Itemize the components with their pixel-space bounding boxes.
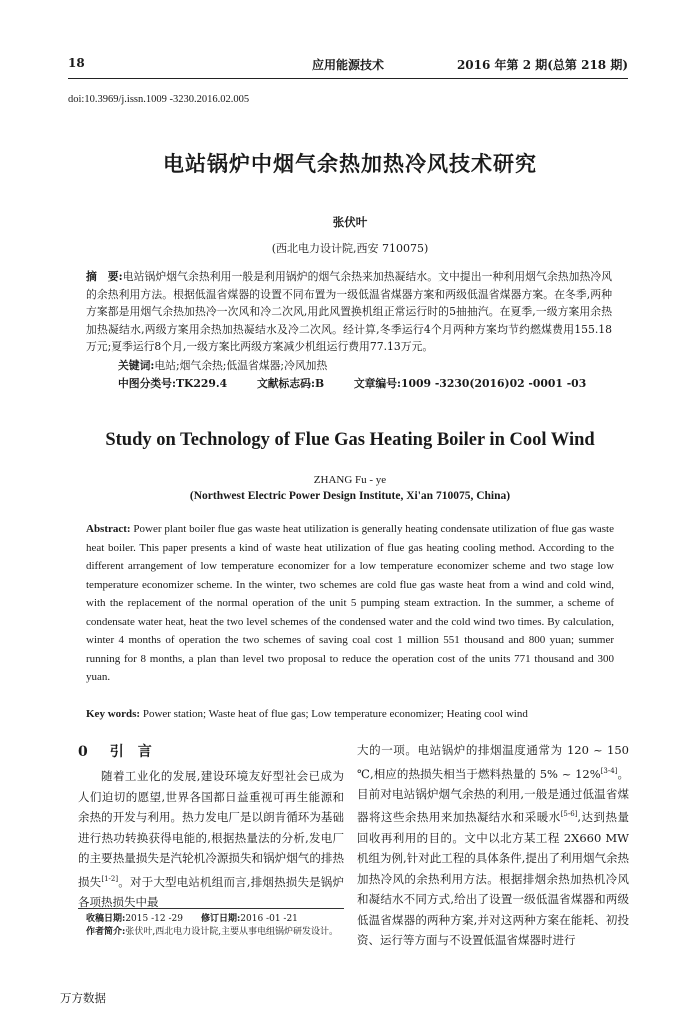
keywords-english (86, 708, 626, 720)
footnote-rule (78, 908, 344, 909)
author-bio-label: 作者简介: (86, 927, 126, 937)
citation-ref: [1-2] (101, 874, 119, 883)
author-english: ZHANG Fu - ye (313, 474, 387, 486)
abstract-english-label: Abstract: (86, 523, 131, 535)
body-right-text-b: 。目前对电站锅炉烟气余热的利用,一般是通过低温省煤器将这些余热用来加热凝结水和采暖水 (357, 766, 629, 825)
author-bio-text: 张伏叶,西北电力设计院,主要从事电组锅炉研发设计。 (125, 927, 339, 937)
abstract-english-text: Power plant boiler flue gas waste heat utilization is generally heating condensate utilization of flue gas waste heat boiler. This paper presents a kind of waste heat utilization of flue gas heating cooling method. According to the different arrangement of low temperature economizer for a low temperature economizer scheme and two stage low temperature economizer scheme. In the winter, two schemes are cold flue gas waste heat from a wind and cold wind, with the replacement of the normal operation of the unit 5 pumping steam extraction. In the summer, a scheme of condensate water heat, heat the two level schemes of the condensed water and the cold wind two times. By calculation, winter 4 months of operation the two schemes of saving coal cost 1 million 551 thousand and 800 yuan; summer running for 8 months, a plan than level two proposal to reduce the operation cost of the units 771 thousand and 300 yuan. (86, 523, 614, 683)
journal-name: 应用能源技术 (311, 58, 384, 72)
received-label: 收稿日期: (86, 914, 126, 924)
section-title: 引言 (109, 744, 166, 760)
body-left-column (78, 766, 344, 912)
body-left-text-1: 随着工业化的发展,建设环境友好型社会已成为人们迫切的愿望,世界各国都日益重视可再生能源和余热的开发与利用。热力发电厂是以朗肯循环为基础进行热功转换获得电能的,根据热量法的分析,发电厂的主要热量损失是汽轮机冷源损失和锅炉烟气的排热损失 (78, 769, 344, 889)
abstract-chinese (86, 268, 612, 356)
footnote-author (86, 926, 344, 939)
footnote (86, 913, 344, 939)
section-heading (78, 741, 166, 761)
clc-number: 中图分类号:TK229.4 (118, 377, 228, 390)
revised-date: 2016 -01 -21 (240, 914, 298, 924)
abstract-chinese-label: 摘 要: (86, 270, 123, 283)
footnote-dates (86, 913, 344, 926)
page-number: 18 (68, 56, 85, 70)
issue-info: 2016 年第 2 期(总第 218 期) (456, 58, 628, 72)
doi[interactable]: doi:10.3969/j.issn.1009 -3230.2016.02.005 (68, 94, 250, 105)
revised-label: 修订日期: (200, 914, 241, 924)
citation-ref: [5-6] (560, 810, 578, 819)
keywords-english-label: Key words: (86, 708, 141, 720)
body-left-text-2: 。对于大型电站机组而言,排烟热损失是锅炉各项热损失中最 (78, 874, 344, 909)
body-right-text-c: ,达到热量回收再利用的目的。文中以北方某工程 2X660 MW 机组为例,针对此工程的具体条件,提出了利用烟气余热加热冷风的余热利用方法。根据排烟余热加热机冷风和凝结水不同方式,给出了设置一级低温省煤器和两级低温省煤器的两种方案,并对这两种方案在能耗、初投资、运行等方面与不设置低温省煤器时进行 (357, 810, 630, 948)
header-rule (68, 78, 628, 79)
section-number: 0 (78, 744, 88, 760)
document-code: 文献标志码:B (256, 377, 325, 390)
body-right-column (357, 740, 629, 951)
received-date: 2015 -12 -29 (125, 914, 183, 924)
title-chinese: 电站锅炉中烟气余热加热冷风技术研究 (163, 151, 537, 176)
body-right-text-a: 大的一项。电站锅炉的排烟温度通常为 120 ~ 150 ℃,相应的热损失相当于燃料热量的 5% ~ 12% (357, 743, 629, 781)
affiliation-english: (Northwest Electric Power Design Institute, Xi'an 710075, China) (189, 490, 511, 502)
keywords-english-text: Power station; Waste heat of flue gas; Low temperature economizer; Heating cool wind (142, 708, 528, 720)
watermark-footer: 万方数据 (60, 991, 106, 1005)
keywords-chinese-label: 关键词: (118, 359, 155, 372)
title-english: Study on Technology of Flue Gas Heating Boiler in Cool Wind (105, 430, 595, 450)
keywords-chinese-text: 电站;烟气余热;低温省煤器;冷风加热 (154, 359, 328, 372)
classification-line (118, 376, 638, 391)
author-chinese: 张伏叶 (332, 215, 368, 229)
citation-ref: [3-4] (600, 766, 618, 775)
article-number: 文章编号:1009 -3230(2016)02 -0001 -03 (353, 377, 587, 390)
abstract-english (86, 520, 614, 687)
affiliation-chinese: (西北电力设计院,西安 710075) (271, 242, 429, 255)
keywords-chinese (118, 358, 618, 373)
running-header (68, 56, 628, 76)
abstract-chinese-text: 电站锅炉烟气余热利用一般是利用锅炉的烟气余热来加热凝结水。文中提出一种利用烟气余热加热冷风的余热利用方法。根据低温省煤器的设置不同布置为一级低温省煤器方案和两级低温省煤器方案。在冬季,两种方案都是用烟气余热加热冷一次风和冷二次风,用此风置换机组正常运行时的5抽抽汽。在夏季,一级方案用余热加热凝结水,两级方案用余热加热凝结水及冷二次风。经计算,冬季运行4个月两种方案均节约燃煤费用155.18万元;夏季运行8个月,一级方案比两级方案减少机组运行费用77.13万元。 (86, 270, 612, 353)
